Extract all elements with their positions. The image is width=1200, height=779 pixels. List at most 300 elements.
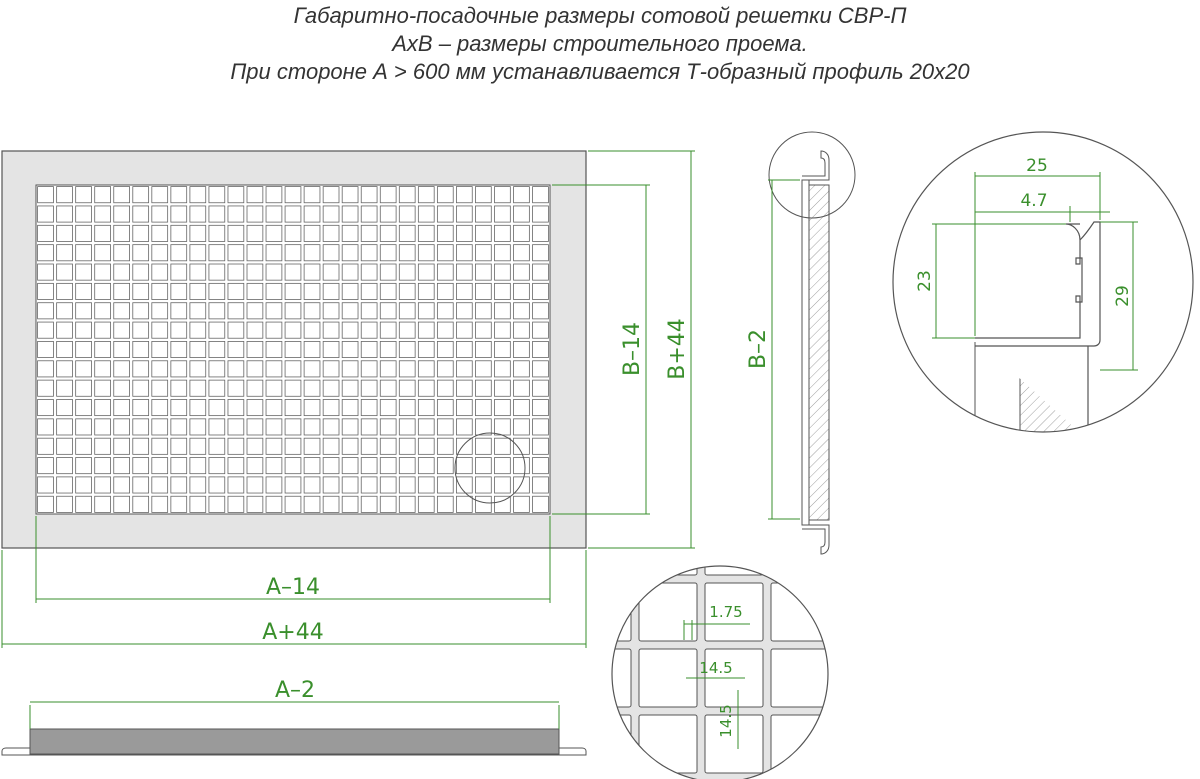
detail-cell bbox=[639, 715, 697, 773]
grid-cell bbox=[228, 187, 244, 203]
grid-cell bbox=[247, 245, 263, 261]
grid-cell bbox=[95, 283, 111, 299]
grid-cell bbox=[133, 399, 149, 415]
grid-cell bbox=[266, 264, 282, 280]
grid-cell bbox=[266, 438, 282, 454]
grid-cell bbox=[323, 187, 339, 203]
grid-cell bbox=[133, 458, 149, 474]
grid-cell bbox=[95, 322, 111, 338]
grid-cell bbox=[266, 283, 282, 299]
grid-cell bbox=[228, 477, 244, 493]
grid-cell bbox=[76, 225, 92, 241]
grid-cell bbox=[285, 458, 301, 474]
dim-profile-height-inner: 23 bbox=[915, 270, 935, 292]
grid-cell bbox=[114, 206, 130, 222]
honeycomb-grid bbox=[38, 187, 549, 513]
grid-cell bbox=[361, 187, 377, 203]
grid-cell bbox=[342, 361, 358, 377]
grid-cell bbox=[380, 303, 396, 319]
grid-cell bbox=[38, 283, 54, 299]
grid-cell bbox=[475, 477, 491, 493]
grid-cell bbox=[228, 361, 244, 377]
grid-cell bbox=[171, 322, 187, 338]
grid-cell bbox=[399, 341, 415, 357]
grid-cell bbox=[342, 458, 358, 474]
grid-cell bbox=[494, 206, 510, 222]
grid-cell bbox=[228, 303, 244, 319]
grid-cell bbox=[494, 438, 510, 454]
caption-note: При стороне А > 600 мм устанавливается Т-образный профиль 20х20 bbox=[230, 59, 970, 84]
grid-cell bbox=[38, 458, 54, 474]
grid-cell bbox=[456, 496, 472, 512]
grid-cell bbox=[152, 264, 168, 280]
grid-cell bbox=[76, 496, 92, 512]
grid-cell bbox=[152, 380, 168, 396]
grid-cell bbox=[228, 245, 244, 261]
grid-cell bbox=[494, 380, 510, 396]
grid-cell bbox=[285, 264, 301, 280]
grid-cell bbox=[133, 283, 149, 299]
grid-cell bbox=[533, 458, 549, 474]
grid-cell bbox=[514, 264, 530, 280]
grid-cell bbox=[361, 419, 377, 435]
grid-cell bbox=[285, 380, 301, 396]
grid-cell bbox=[437, 419, 453, 435]
grid-cell bbox=[209, 399, 225, 415]
grid-cell bbox=[266, 399, 282, 415]
grid-cell bbox=[514, 225, 530, 241]
grid-cell bbox=[456, 187, 472, 203]
grid-cell bbox=[133, 380, 149, 396]
grid-cell bbox=[247, 341, 263, 357]
grid-cell bbox=[514, 477, 530, 493]
grid-cell bbox=[342, 438, 358, 454]
grid-cell bbox=[323, 264, 339, 280]
grid-cell bbox=[190, 399, 206, 415]
grid-cell bbox=[456, 419, 472, 435]
grid-cell bbox=[57, 303, 73, 319]
grid-cell bbox=[76, 438, 92, 454]
side-view bbox=[768, 132, 855, 554]
grid-cell bbox=[361, 206, 377, 222]
grid-cell bbox=[57, 361, 73, 377]
dim-a-minus-14: А–14 bbox=[265, 575, 321, 600]
grid-cell bbox=[361, 341, 377, 357]
dim-a-plus-44: А+44 bbox=[262, 620, 324, 645]
grid-cell bbox=[266, 477, 282, 493]
grid-cell bbox=[190, 341, 206, 357]
grid-cell bbox=[38, 496, 54, 512]
grid-cell bbox=[190, 303, 206, 319]
dim-b-minus-14: В–14 bbox=[620, 321, 645, 377]
grid-cell bbox=[437, 187, 453, 203]
grid-cell bbox=[456, 264, 472, 280]
grid-cell bbox=[133, 264, 149, 280]
grid-cell bbox=[209, 264, 225, 280]
grid-cell bbox=[456, 341, 472, 357]
grid-cell bbox=[152, 303, 168, 319]
grid-cell bbox=[76, 187, 92, 203]
grid-cell bbox=[323, 341, 339, 357]
grid-cell bbox=[114, 361, 130, 377]
grid-cell bbox=[380, 438, 396, 454]
grid-cell bbox=[475, 361, 491, 377]
grid-cell bbox=[342, 496, 358, 512]
grid-cell bbox=[437, 399, 453, 415]
grid-cell bbox=[114, 283, 130, 299]
dim-b-minus-2: В–2 bbox=[746, 328, 771, 370]
grid-cell bbox=[228, 419, 244, 435]
grid-cell bbox=[304, 283, 320, 299]
grid-cell bbox=[209, 303, 225, 319]
grid-cell bbox=[304, 322, 320, 338]
grid-cell bbox=[437, 496, 453, 512]
grid-cell bbox=[475, 438, 491, 454]
grid-cell bbox=[399, 458, 415, 474]
grid-cell bbox=[38, 303, 54, 319]
grid-cell bbox=[114, 303, 130, 319]
grid-cell bbox=[361, 283, 377, 299]
grid-cell bbox=[533, 206, 549, 222]
grid-cell bbox=[247, 419, 263, 435]
grid-cell bbox=[514, 283, 530, 299]
grid-cell bbox=[399, 322, 415, 338]
grid-cell bbox=[399, 477, 415, 493]
grid-cell bbox=[361, 361, 377, 377]
grid-cell bbox=[456, 322, 472, 338]
grid-cell bbox=[266, 245, 282, 261]
grid-cell bbox=[133, 419, 149, 435]
grid-cell bbox=[266, 496, 282, 512]
grid-cell bbox=[57, 264, 73, 280]
grid-cell bbox=[494, 303, 510, 319]
grid-cell bbox=[475, 245, 491, 261]
grid-cell bbox=[38, 361, 54, 377]
grid-cell bbox=[76, 341, 92, 357]
grid-cell bbox=[76, 477, 92, 493]
grid-cell bbox=[361, 496, 377, 512]
grid-cell bbox=[399, 380, 415, 396]
side-grille-body bbox=[809, 185, 829, 520]
grid-cell bbox=[285, 303, 301, 319]
grid-cell bbox=[342, 380, 358, 396]
grid-cell bbox=[342, 225, 358, 241]
detail-cell bbox=[771, 649, 829, 707]
grid-cell bbox=[418, 264, 434, 280]
grid-cell bbox=[380, 477, 396, 493]
grid-cell bbox=[247, 361, 263, 377]
grid-cell bbox=[38, 225, 54, 241]
grid-cell bbox=[399, 283, 415, 299]
dim-profile-width: 25 bbox=[1026, 156, 1048, 176]
grid-cell bbox=[361, 438, 377, 454]
grid-cell bbox=[456, 477, 472, 493]
grid-cell bbox=[361, 264, 377, 280]
grid-cell bbox=[171, 438, 187, 454]
grid-cell bbox=[380, 419, 396, 435]
grid-cell bbox=[95, 341, 111, 357]
grid-cell bbox=[494, 419, 510, 435]
grid-cell bbox=[247, 458, 263, 474]
grid-cell bbox=[514, 206, 530, 222]
grid-cell bbox=[247, 283, 263, 299]
grid-cell bbox=[190, 225, 206, 241]
grid-cell bbox=[285, 477, 301, 493]
grid-cell bbox=[342, 283, 358, 299]
grid-cell bbox=[247, 477, 263, 493]
grid-cell bbox=[342, 206, 358, 222]
grid-cell bbox=[514, 341, 530, 357]
grid-cell bbox=[380, 187, 396, 203]
grid-cell bbox=[399, 303, 415, 319]
grid-cell bbox=[418, 399, 434, 415]
grid-cell bbox=[456, 399, 472, 415]
detail-cell bbox=[639, 583, 697, 641]
side-bottom-lip bbox=[802, 525, 829, 554]
grid-cell bbox=[228, 341, 244, 357]
grid-cell bbox=[514, 380, 530, 396]
grid-cell bbox=[152, 399, 168, 415]
grid-cell bbox=[323, 419, 339, 435]
grid-cell bbox=[171, 264, 187, 280]
grid-cell bbox=[514, 322, 530, 338]
grid-cell bbox=[533, 225, 549, 241]
grid-cell bbox=[190, 458, 206, 474]
grid-cell bbox=[171, 399, 187, 415]
grid-cell bbox=[190, 264, 206, 280]
grid-cell bbox=[266, 341, 282, 357]
grid-cell bbox=[57, 341, 73, 357]
detail-cell bbox=[573, 583, 631, 641]
grid-cell bbox=[190, 245, 206, 261]
grid-cell bbox=[418, 187, 434, 203]
detail-grid bbox=[573, 517, 895, 779]
grid-cell bbox=[418, 303, 434, 319]
grid-cell bbox=[228, 438, 244, 454]
grid-cell bbox=[95, 496, 111, 512]
grid-cell bbox=[133, 361, 149, 377]
grid-cell bbox=[418, 206, 434, 222]
grid-cell bbox=[133, 477, 149, 493]
detail-cell bbox=[771, 517, 829, 575]
grid-cell bbox=[399, 206, 415, 222]
grid-cell bbox=[342, 322, 358, 338]
grid-cell bbox=[266, 206, 282, 222]
grid-cell bbox=[190, 187, 206, 203]
grid-cell bbox=[456, 225, 472, 241]
grid-cell bbox=[247, 225, 263, 241]
grid-cell bbox=[533, 361, 549, 377]
grid-cell bbox=[76, 380, 92, 396]
grid-cell bbox=[437, 341, 453, 357]
grid-cell bbox=[114, 245, 130, 261]
grid-cell bbox=[228, 496, 244, 512]
grid-cell bbox=[266, 380, 282, 396]
grid-cell bbox=[304, 264, 320, 280]
grid-cell bbox=[171, 187, 187, 203]
grid-cell bbox=[133, 341, 149, 357]
grid-cell bbox=[475, 225, 491, 241]
grid-cell bbox=[380, 399, 396, 415]
grid-cell bbox=[456, 380, 472, 396]
grid-cell bbox=[76, 264, 92, 280]
grid-cell bbox=[399, 264, 415, 280]
front-view bbox=[2, 151, 586, 548]
grid-cell bbox=[57, 380, 73, 396]
grid-cell bbox=[533, 477, 549, 493]
grid-cell bbox=[76, 419, 92, 435]
grid-cell bbox=[361, 303, 377, 319]
grid-cell bbox=[76, 283, 92, 299]
grid-cell bbox=[418, 225, 434, 241]
grid-cell bbox=[57, 283, 73, 299]
grid-cell bbox=[399, 245, 415, 261]
grid-cell bbox=[533, 341, 549, 357]
grid-cell bbox=[514, 361, 530, 377]
grid-cell bbox=[456, 283, 472, 299]
grid-cell bbox=[228, 206, 244, 222]
grid-cell bbox=[114, 399, 130, 415]
grid-cell bbox=[304, 361, 320, 377]
grid-cell bbox=[152, 438, 168, 454]
grid-cell bbox=[95, 438, 111, 454]
grid-cell bbox=[494, 341, 510, 357]
grid-cell bbox=[475, 458, 491, 474]
grid-cell bbox=[95, 419, 111, 435]
grid-cell bbox=[533, 283, 549, 299]
detail-cell bbox=[573, 715, 631, 773]
grid-cell bbox=[266, 361, 282, 377]
grid-cell bbox=[494, 496, 510, 512]
grid-cell bbox=[514, 496, 530, 512]
side-top-lip bbox=[802, 151, 829, 180]
grid-cell bbox=[266, 303, 282, 319]
grid-cell bbox=[285, 225, 301, 241]
grid-cell bbox=[57, 438, 73, 454]
grid-cell bbox=[171, 206, 187, 222]
grid-cell bbox=[57, 477, 73, 493]
grid-cell bbox=[304, 458, 320, 474]
grid-cell bbox=[437, 225, 453, 241]
grid-cell bbox=[456, 361, 472, 377]
grid-cell bbox=[399, 438, 415, 454]
grid-cell bbox=[437, 361, 453, 377]
grid-cell bbox=[247, 399, 263, 415]
grid-cell bbox=[304, 225, 320, 241]
grid-cell bbox=[152, 206, 168, 222]
grid-cell bbox=[285, 438, 301, 454]
grid-cell bbox=[418, 245, 434, 261]
grid-cell bbox=[152, 283, 168, 299]
grid-cell bbox=[361, 477, 377, 493]
grid-cell bbox=[133, 303, 149, 319]
grid-cell bbox=[209, 283, 225, 299]
grid-cell bbox=[114, 496, 130, 512]
grid-cell bbox=[152, 458, 168, 474]
grid-cell bbox=[380, 458, 396, 474]
grid-cell bbox=[380, 245, 396, 261]
grid-cell bbox=[209, 477, 225, 493]
grid-cell bbox=[171, 496, 187, 512]
grid-cell bbox=[304, 303, 320, 319]
grid-cell bbox=[475, 399, 491, 415]
grid-cell bbox=[380, 496, 396, 512]
grid-cell bbox=[114, 341, 130, 357]
grid-cell bbox=[95, 245, 111, 261]
detail-profile bbox=[893, 132, 1193, 482]
grid-cell bbox=[266, 419, 282, 435]
detail-cell bbox=[837, 715, 895, 773]
grid-cell bbox=[380, 322, 396, 338]
grid-cell bbox=[76, 361, 92, 377]
grid-cell bbox=[57, 399, 73, 415]
grid-cell bbox=[361, 380, 377, 396]
grid-cell bbox=[76, 399, 92, 415]
grid-cell bbox=[171, 477, 187, 493]
grid-cell bbox=[533, 322, 549, 338]
grid-cell bbox=[38, 438, 54, 454]
grid-cell bbox=[361, 322, 377, 338]
grid-cell bbox=[133, 322, 149, 338]
grid-cell bbox=[494, 245, 510, 261]
grid-cell bbox=[57, 206, 73, 222]
grid-cell bbox=[133, 438, 149, 454]
grid-cell bbox=[114, 322, 130, 338]
grid-cell bbox=[171, 341, 187, 357]
grid-cell bbox=[514, 419, 530, 435]
grid-cell bbox=[475, 187, 491, 203]
grid-cell bbox=[38, 341, 54, 357]
grid-cell bbox=[304, 399, 320, 415]
grid-cell bbox=[323, 322, 339, 338]
grid-cell bbox=[171, 225, 187, 241]
grid-cell bbox=[209, 438, 225, 454]
grid-cell bbox=[95, 458, 111, 474]
grid-cell bbox=[209, 322, 225, 338]
grid-cell bbox=[456, 245, 472, 261]
grid-cell bbox=[38, 206, 54, 222]
grid-cell bbox=[494, 361, 510, 377]
grid-cell bbox=[533, 187, 549, 203]
grid-cell bbox=[342, 303, 358, 319]
grid-cell bbox=[228, 399, 244, 415]
dim-cell-width: 14.5 bbox=[699, 659, 733, 677]
grid-cell bbox=[533, 245, 549, 261]
grid-cell bbox=[114, 264, 130, 280]
grid-cell bbox=[514, 187, 530, 203]
grid-cell bbox=[114, 419, 130, 435]
grid-cell bbox=[380, 361, 396, 377]
grid-cell bbox=[380, 283, 396, 299]
grid-cell bbox=[399, 419, 415, 435]
grid-cell bbox=[190, 438, 206, 454]
grid-cell bbox=[247, 206, 263, 222]
grid-cell bbox=[266, 458, 282, 474]
dim-cell-height: 14.5 bbox=[717, 704, 735, 738]
grid-cell bbox=[152, 245, 168, 261]
grid-cell bbox=[437, 458, 453, 474]
grid-cell bbox=[323, 496, 339, 512]
grid-cell bbox=[38, 477, 54, 493]
grid-cell bbox=[304, 187, 320, 203]
grid-cell bbox=[247, 322, 263, 338]
grid-cell bbox=[228, 322, 244, 338]
detail-cell bbox=[837, 583, 895, 641]
grid-cell bbox=[285, 322, 301, 338]
grid-cell bbox=[285, 361, 301, 377]
grid-cell bbox=[437, 283, 453, 299]
grid-cell bbox=[57, 225, 73, 241]
